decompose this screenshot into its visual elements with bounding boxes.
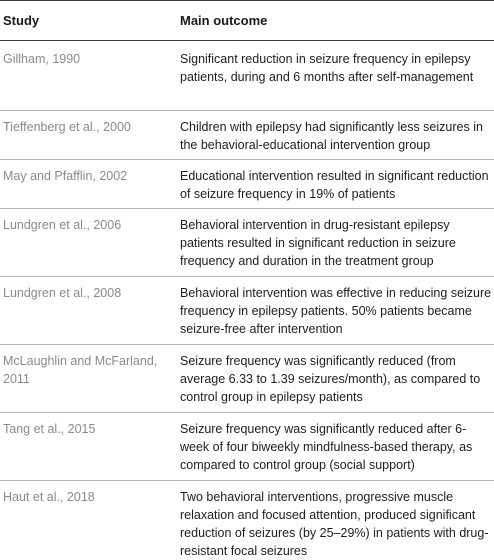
study-cell: Haut et al., 2018 [3,490,95,504]
header-study: Study [3,13,40,28]
outcome-cell: Children with epilepsy had significantly less seizures in the behavioral-educational intervention group [180,120,483,152]
outcome-cell: Seizure frequency was significantly reduced (from average 6.33 to 1.39 seizures/month), as compared to control group in epilepsy patients [180,354,481,404]
study-cell: Gillham, 1990 [3,52,81,66]
study-cell: Lundgren et al., 2008 [3,286,122,300]
outcome-cell: Behavioral intervention in drug-resistant epilepsy patients resulted in significant reduction in seizure frequency and duration in the treatment group [180,218,456,268]
study-cell: Tang et al., 2015 [3,422,96,436]
row-divider [0,110,494,111]
study-cell: McLaughlin and McFarland, 2011 [3,354,158,386]
top-rule [0,0,494,1]
study-cell: Lundgren et al., 2006 [3,218,122,232]
study-cell: Tieffenberg et al., 2000 [3,120,131,134]
row-divider [0,276,494,277]
row-divider [0,208,494,209]
study-cell: May and Pfafflin, 2002 [3,169,128,183]
row-divider [0,344,494,345]
row-divider [0,480,494,481]
row-divider [0,412,494,413]
header-rule [0,40,494,41]
outcome-cell: Significant reduction in seizure frequency in epilepsy patients, during and 6 months after self-management [180,52,474,84]
outcome-cell: Behavioral intervention was effective in reducing seizure frequency in epilepsy patients. 50% patients became seizure-free after intervention [180,286,492,336]
outcome-cell: Seizure frequency was significantly reduced after 6-week of four biweekly mindfulness-based therapy, as compared to control group (social support) [180,422,473,472]
header-main-outcome: Main outcome [180,13,268,28]
outcome-cell: Educational intervention resulted in significant reduction of seizure frequency in 19% of patients [180,169,489,201]
outcome-cell: Two behavioral interventions, progressive muscle relaxation and focused attention, produced significant reduction of seizures (by 25–29%) in patients with drug-resistant focal seizures [180,490,489,558]
row-divider [0,159,494,160]
